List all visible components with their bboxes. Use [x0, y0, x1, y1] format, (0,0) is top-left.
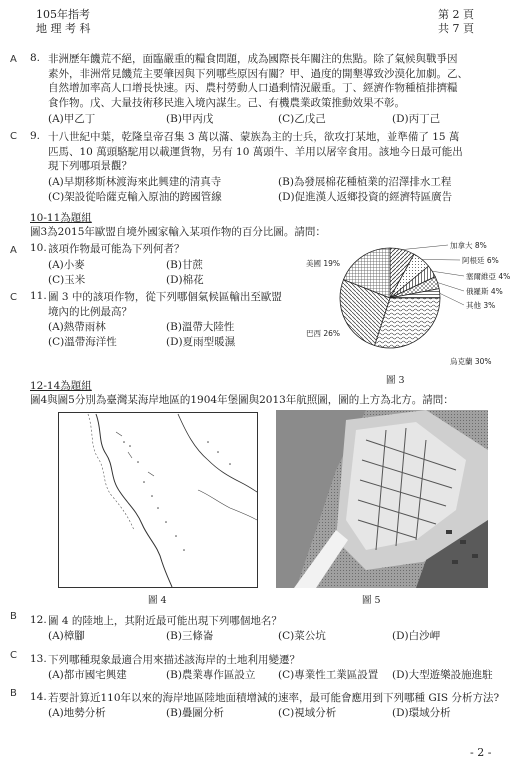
q11-option-c: (C)溫帶海洋性 [48, 336, 117, 348]
pie-leader-line [432, 271, 464, 276]
pie-slice-label: 俄羅斯 4% [466, 287, 503, 296]
page-number: 第 2 頁 [438, 8, 474, 21]
q9-option-d: (D)促進漢人返鄉投資的經濟特區廣告 [278, 191, 453, 203]
figure-5-aerial-photo [276, 410, 488, 588]
pie-slice-label: 巴西 26% [306, 329, 341, 338]
pie-slice-label: 塞爾維亞 4% [466, 272, 511, 281]
question-number-q14: 14. [30, 691, 47, 703]
q13-option-a: (A)都市國宅興建 [48, 669, 127, 681]
pie-slice-label: 加拿大 8% [450, 241, 487, 250]
q11-line: 圖 3 中的該項作物，從下列哪個氣候區輸出至歐盟 [48, 291, 282, 303]
group-title-10-11: 10-11為題組 [30, 212, 92, 224]
pie-slice-label: 烏克蘭 30% [450, 357, 492, 366]
pie-slice-label: 美國 19% [306, 259, 341, 268]
q12-option-a: (A)樟腳 [48, 630, 85, 642]
pie-slice-label: 阿根廷 6% [462, 256, 499, 265]
q12-text: 圖 4 的陸地上，其附近最可能出現下列哪個地名？ [48, 615, 282, 627]
pie-chart-figure-3 [300, 236, 516, 370]
pie-leader-line [440, 293, 464, 305]
q12-option-d: (D)白沙岬 [392, 630, 441, 642]
q8-line: 非洲歷年饑荒不絕，面臨嚴重的糧食問題，成為國際長年關注的焦點。除了氣候與戰爭因 [48, 53, 458, 65]
group-intro-10-11: 圖3為2015年歐盟自境外國家輸入某項作物的百分比圖。請問： [30, 226, 326, 238]
q11-line: 境內的比例最高？ [48, 305, 132, 318]
exam-subject: 地 理 考 科 [36, 22, 91, 35]
pie-leader-line [438, 283, 464, 291]
q12-option-c: (C)菜公坑 [278, 630, 326, 642]
q14-option-c: (C)視域分析 [278, 707, 337, 719]
q8-line: 食作物。戊、大量技術移民進入境內謀生。己、有機農業政策推動效果不彰。 [48, 96, 405, 109]
answer-mark-q14: B [10, 688, 17, 699]
pie-slice-label: 其他 3% [466, 301, 496, 310]
question-number-q13: 13. [30, 653, 47, 665]
question-9 [48, 130, 498, 174]
q8-option-c: (C)乙戊己 [278, 113, 326, 125]
q9-option-a: (A)早期移斯林渡海來此興建的清真寺 [48, 176, 222, 188]
q13-option-d: (D)大型遊樂設施進駐 [392, 669, 493, 681]
q14-option-d: (D)環域分析 [392, 707, 451, 719]
question-number-q11: 11. [30, 290, 47, 302]
q11-option-d: (D)夏雨型暖濕 [166, 336, 236, 348]
answer-mark-q12: B [10, 611, 17, 622]
figure-3-caption: 圖 3 [386, 375, 405, 386]
answer-mark-q10: A [10, 245, 17, 256]
group-intro-12-14: 圖4與圖5分別為臺灣某海岸地區的1904年堡圖與2013年航照圖，圖的上方為北方。請問： [30, 394, 454, 406]
q14-option-b: (B)疊圖分析 [166, 707, 224, 719]
exam-year: 105年指考 [36, 8, 90, 21]
answer-mark-q11: C [10, 292, 17, 303]
q13-option-c: (C)專業性工業區設置 [278, 669, 379, 681]
question-number-q10: 10. [30, 242, 47, 254]
q9-line: 匹馬、10 萬頭駱駝用以載運貨物，另有 10 萬頭牛、羊用以屠宰食用。該地今日最可能出 [48, 145, 463, 158]
answer-mark-q8: A [10, 54, 17, 65]
q12-option-b: (B)三條崙 [166, 630, 214, 642]
question-number-q9: 9. [30, 130, 41, 142]
question-8 [48, 52, 498, 110]
q8-line: 自然增加率高人口增長快速。丙、農村勞動人口過剩情況嚴重。丁、經濟作物種植排擠糧 [48, 82, 458, 94]
q11-option-a: (A)熱帶雨林 [48, 321, 106, 333]
q11-option-b: (B)溫帶大陸性 [166, 321, 235, 333]
q9-option-c: (C)架設從哈薩克輸入原油的跨國管線 [48, 191, 222, 203]
pie-leader-line [402, 245, 448, 250]
page-footer: - 2 - [470, 746, 492, 759]
figure-4-caption: 圖 4 [148, 595, 167, 606]
question-number-q12: 12. [30, 614, 47, 626]
q8-option-a: (A)甲乙丁 [48, 113, 96, 125]
pie-leader-line [422, 259, 460, 260]
question-number-q8: 8. [30, 52, 41, 64]
q10-option-c: (C)玉米 [48, 274, 86, 286]
group-title-12-14: 12-14為題組 [30, 380, 92, 392]
q9-option-b: (B)為發展棉花種植業的沼澤排水工程 [278, 176, 452, 188]
q10-option-a: (A)小麥 [48, 259, 85, 271]
total-pages: 共 7 頁 [438, 22, 474, 35]
q10-option-b: (B)甘蔗 [166, 259, 203, 271]
answer-mark-q9: C [10, 131, 17, 142]
answer-mark-q13: C [10, 650, 17, 661]
q9-line: 現下列哪項景觀？ [48, 160, 132, 172]
q8-option-d: (D)丙丁己 [392, 113, 441, 125]
q10-text: 該項作物最可能為下列何者？ [48, 243, 185, 255]
q13-text: 下列哪種現象最適合用來描述該海岸的土地利用變遷？ [48, 654, 300, 666]
q9-line: 十八世紀中葉，乾隆皇帝召集 3 萬以滿、蒙族為主的士兵，欲攻打某地，並準備了 15 萬 [48, 131, 460, 143]
q13-option-b: (B)農業專作區設立 [166, 669, 256, 681]
figure-4-map [58, 412, 258, 588]
q14-option-a: (A)地勢分析 [48, 707, 106, 719]
question-11 [48, 290, 282, 319]
q10-option-d: (D)棉花 [166, 274, 204, 286]
figure-5-caption: 圖 5 [362, 595, 381, 606]
q8-line: 素外，非洲常見饑荒主要肇因與下列哪些原因有關？甲、過度的開墾導致沙漠化加劇。乙、 [48, 67, 468, 80]
q14-text: 若要計算近110年以來的海岸地區陸地面積增減的速率，最可能會應用到下列哪種 GIS 分析方法? [48, 692, 500, 704]
q8-option-b: (B)甲丙戊 [166, 113, 214, 125]
